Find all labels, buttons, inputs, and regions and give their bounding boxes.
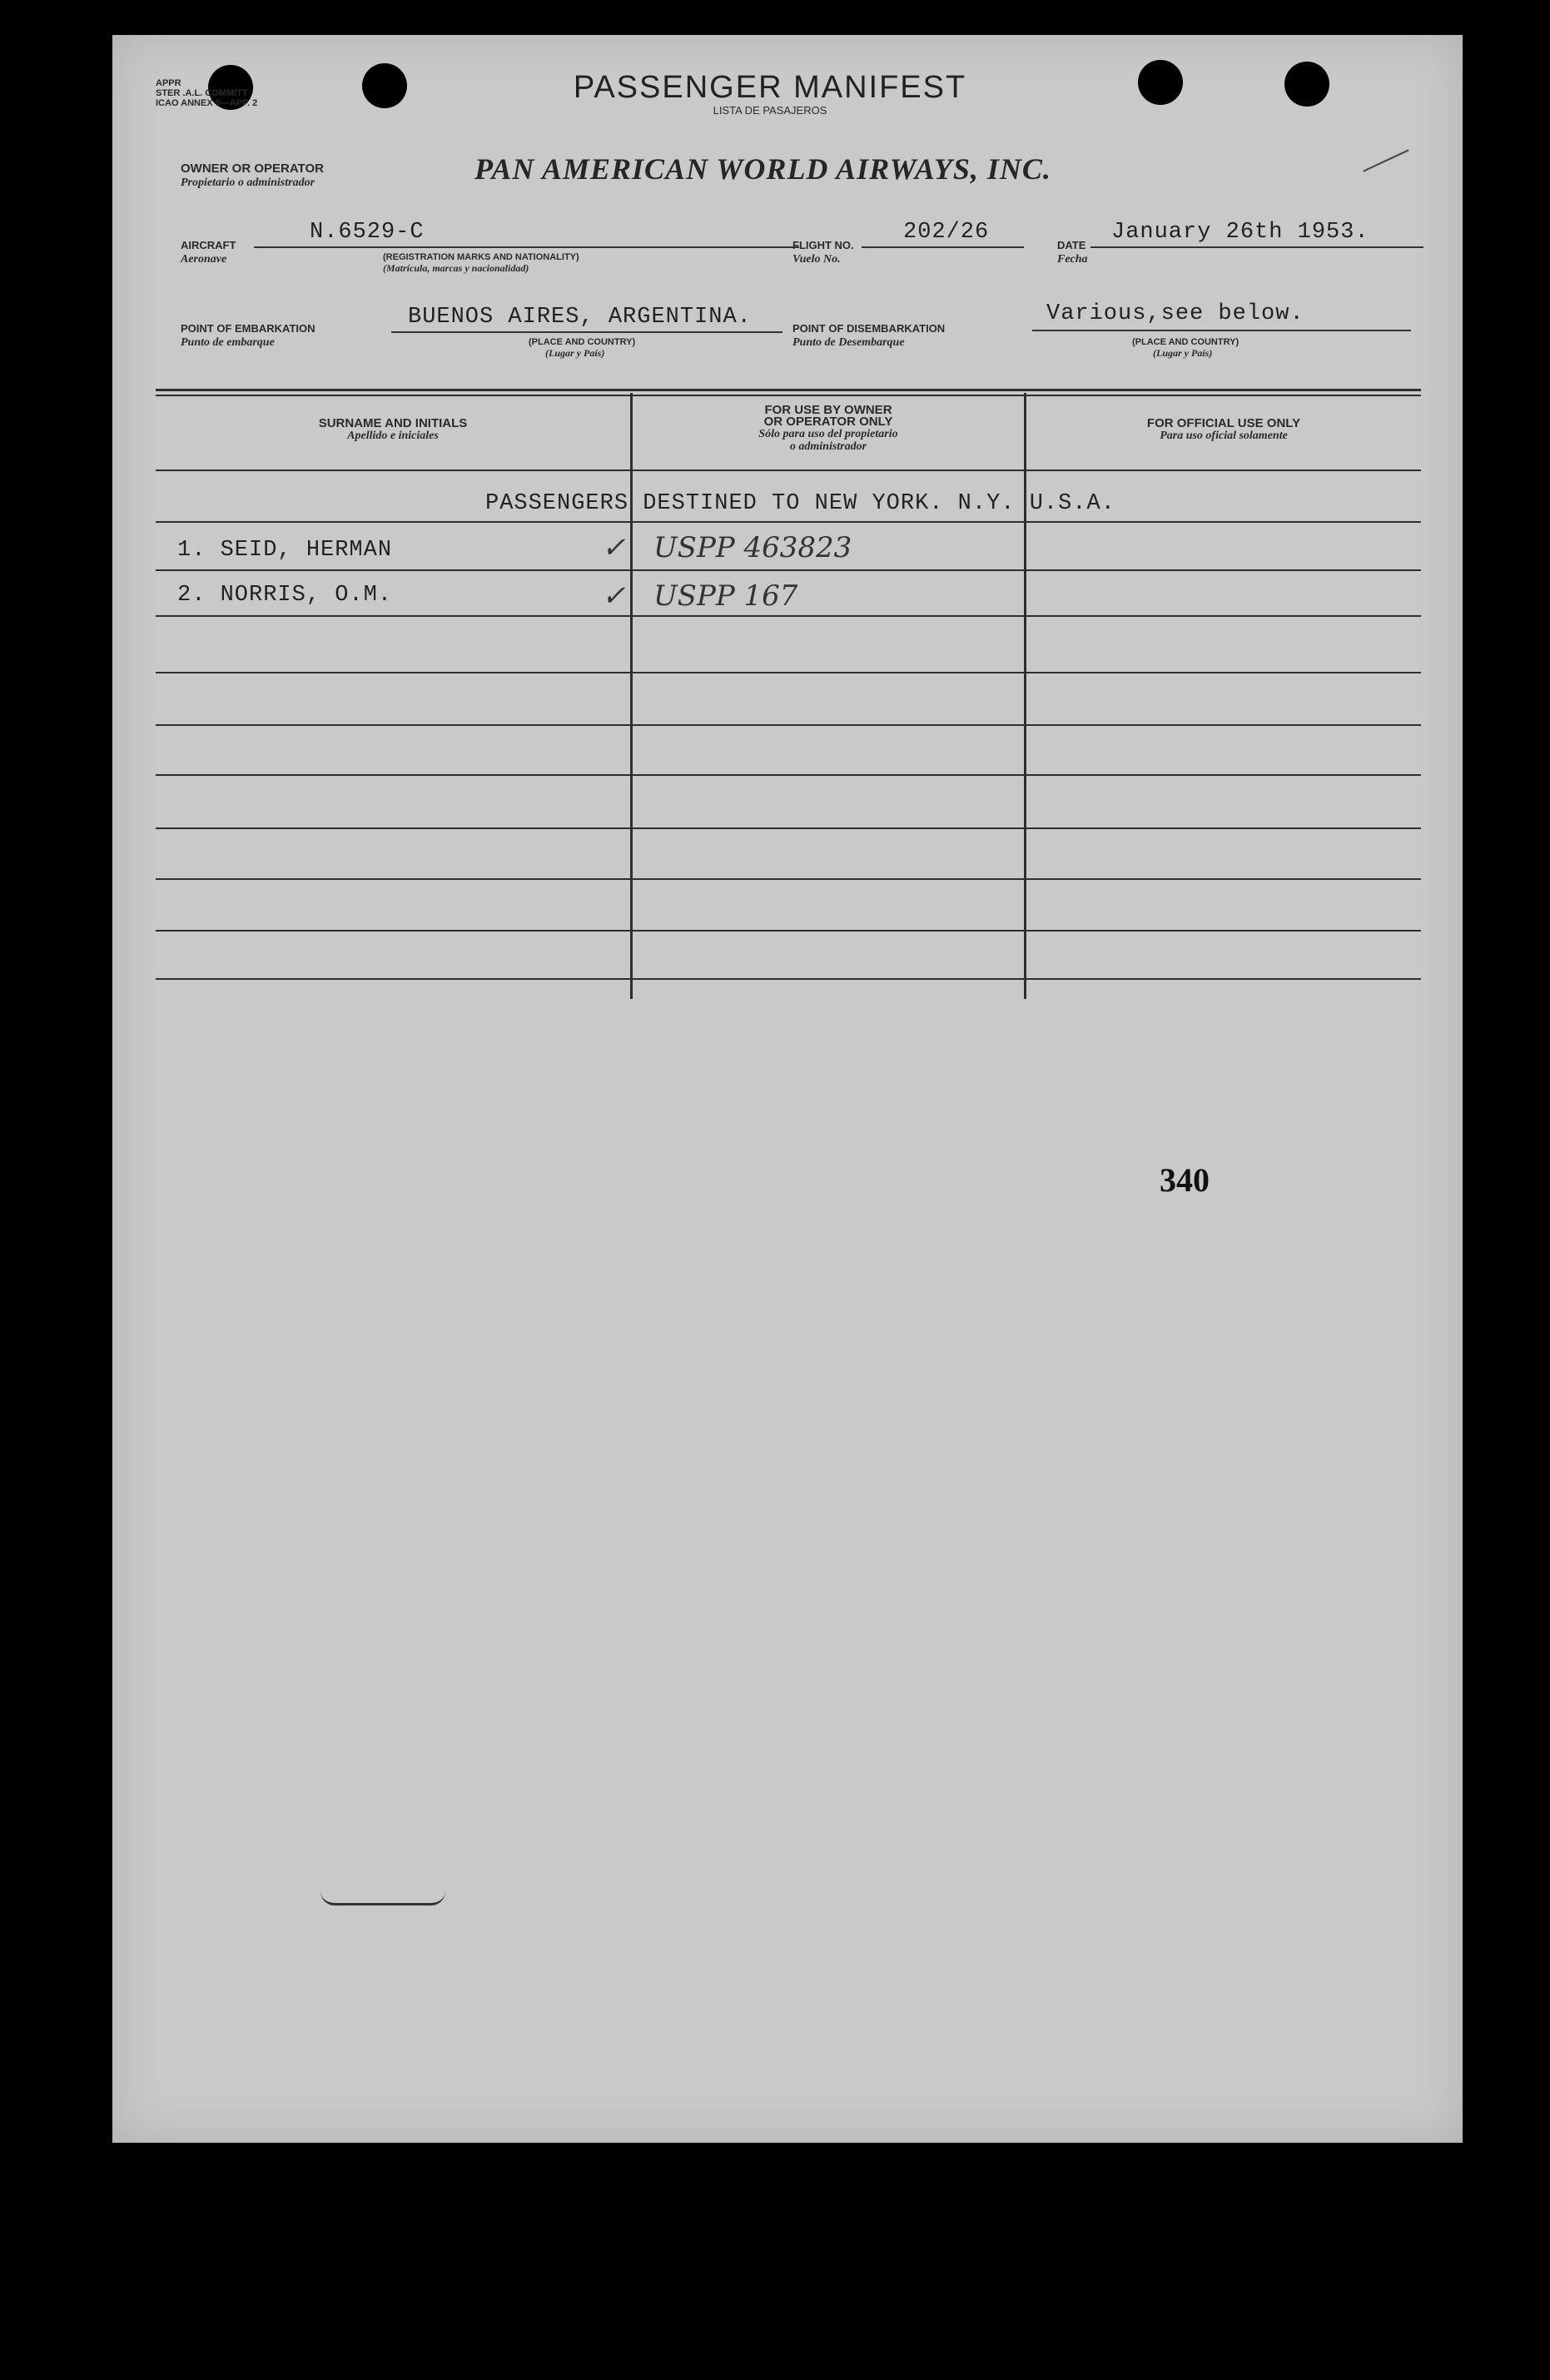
column-header-operator-title: FOR USE BY OWNER OR OPERATOR ONLY: [763, 403, 893, 429]
approval-line-3: ICAO ANNEX 9—APP. 2: [156, 98, 258, 108]
flight-label: FLIGHT NO.: [792, 239, 854, 251]
check-mark-2: ✓: [602, 579, 626, 613]
embarkation-note: (PLACE AND COUNTRY): [529, 337, 636, 347]
approval-line-2: STER .A.L. COMMITT: [156, 88, 248, 98]
row-rule-7: [156, 827, 1421, 829]
aircraft-note: (REGISTRATION MARKS AND NATIONALITY): [383, 252, 579, 262]
row-rule-8: [156, 878, 1421, 880]
disembarkation-note: (PLACE AND COUNTRY): [1132, 337, 1240, 347]
section-heading: PASSENGERS DESTINED TO NEW YORK. N.Y. U.S.A.: [485, 491, 1115, 516]
column-header-surname-title: SURNAME AND INITIALS: [318, 416, 468, 430]
date-underline: [1090, 246, 1423, 248]
aircraft-value: N.6529-C: [310, 220, 425, 245]
column-header-operator: [633, 405, 1024, 453]
row-rule-10: [156, 978, 1421, 980]
owner-label: OWNER OR OPERATOR: [181, 161, 324, 176]
flight-label-es: Vuelo No.: [792, 253, 841, 266]
page-subtitle: LISTA DE PASAJEROS: [713, 104, 827, 117]
passenger-name-2: 2. NORRIS, O.M.: [177, 583, 393, 608]
check-mark-1: ✓: [602, 531, 626, 564]
column-header-official-subtitle: Para uso oficial solamente: [1160, 430, 1288, 442]
disembarkation-label-es: Punto de Desembarque: [792, 336, 905, 349]
column-header-surname-subtitle: Apellido e iniciales: [347, 430, 439, 442]
operator-note-2: USPP 167: [653, 579, 798, 613]
column-header-operator-subtitle: Sólo para uso del propietario o administrador: [758, 428, 898, 453]
punch-hole-2: [362, 63, 407, 108]
row-rule-2: [156, 569, 1421, 571]
embarkation-note-es: (Lugar y País): [545, 347, 605, 359]
punch-hole-3: [1138, 60, 1183, 105]
page-number: 340: [1160, 1161, 1210, 1199]
column-divider-1: [630, 393, 633, 999]
date-value: January 26th 1953.: [1111, 220, 1369, 245]
passenger-name-1: 1. SEID, HERMAN: [177, 538, 393, 563]
row-rule-header: [156, 470, 1421, 471]
disembarkation-underline: [1032, 330, 1411, 331]
manifest-paper: [112, 35, 1463, 2143]
aircraft-underline: [254, 246, 799, 248]
owner-label-es: Propietario o administrador: [181, 176, 315, 189]
row-rule-4: [156, 672, 1421, 673]
embarkation-value: BUENOS AIRES, ARGENTINA.: [408, 305, 752, 330]
row-rule-6: [156, 774, 1421, 776]
row-rule-9: [156, 930, 1421, 932]
flight-underline: [862, 246, 1024, 248]
corner-tick-mark: [1363, 149, 1408, 171]
owner-value: PAN AMERICAN WORLD AIRWAYS, INC.: [474, 152, 1051, 186]
embarkation-label: POINT OF EMBARKATION: [181, 322, 315, 335]
date-label: DATE: [1057, 239, 1086, 251]
approval-line-1: APPR: [156, 78, 181, 88]
row-rule-5: [156, 724, 1421, 726]
row-rule-1: [156, 521, 1421, 523]
aircraft-label: AIRCRAFT: [181, 239, 236, 251]
page-title: PASSENGER MANIFEST: [573, 70, 967, 105]
column-header-official: [1026, 418, 1421, 442]
embarkation-underline: [391, 331, 782, 333]
punch-hole-4: [1284, 62, 1329, 107]
table-top-rule: [156, 389, 1421, 391]
approval-block: [156, 78, 330, 108]
date-label-es: Fecha: [1057, 253, 1088, 266]
row-rule-3: [156, 615, 1421, 617]
table-top-rule-2: [156, 395, 1421, 396]
column-header-official-title: FOR OFFICIAL USE ONLY: [1146, 416, 1301, 430]
disembarkation-value: Various,see below.: [1046, 301, 1304, 326]
disembarkation-note-es: (Lugar y País): [1153, 347, 1213, 359]
aircraft-label-es: Aeronave: [181, 253, 227, 266]
stray-pencil-mark: [320, 1891, 445, 1905]
disembarkation-label: POINT OF DISEMBARKATION: [792, 322, 946, 335]
column-divider-2: [1024, 393, 1026, 999]
embarkation-label-es: Punto de embarque: [181, 336, 275, 349]
operator-note-1: USPP 463823: [653, 531, 852, 564]
flight-value: 202/26: [903, 220, 990, 245]
aircraft-note-es: (Matrícula, marcas y nacionalidad): [383, 262, 529, 274]
column-header-surname: [156, 418, 630, 442]
